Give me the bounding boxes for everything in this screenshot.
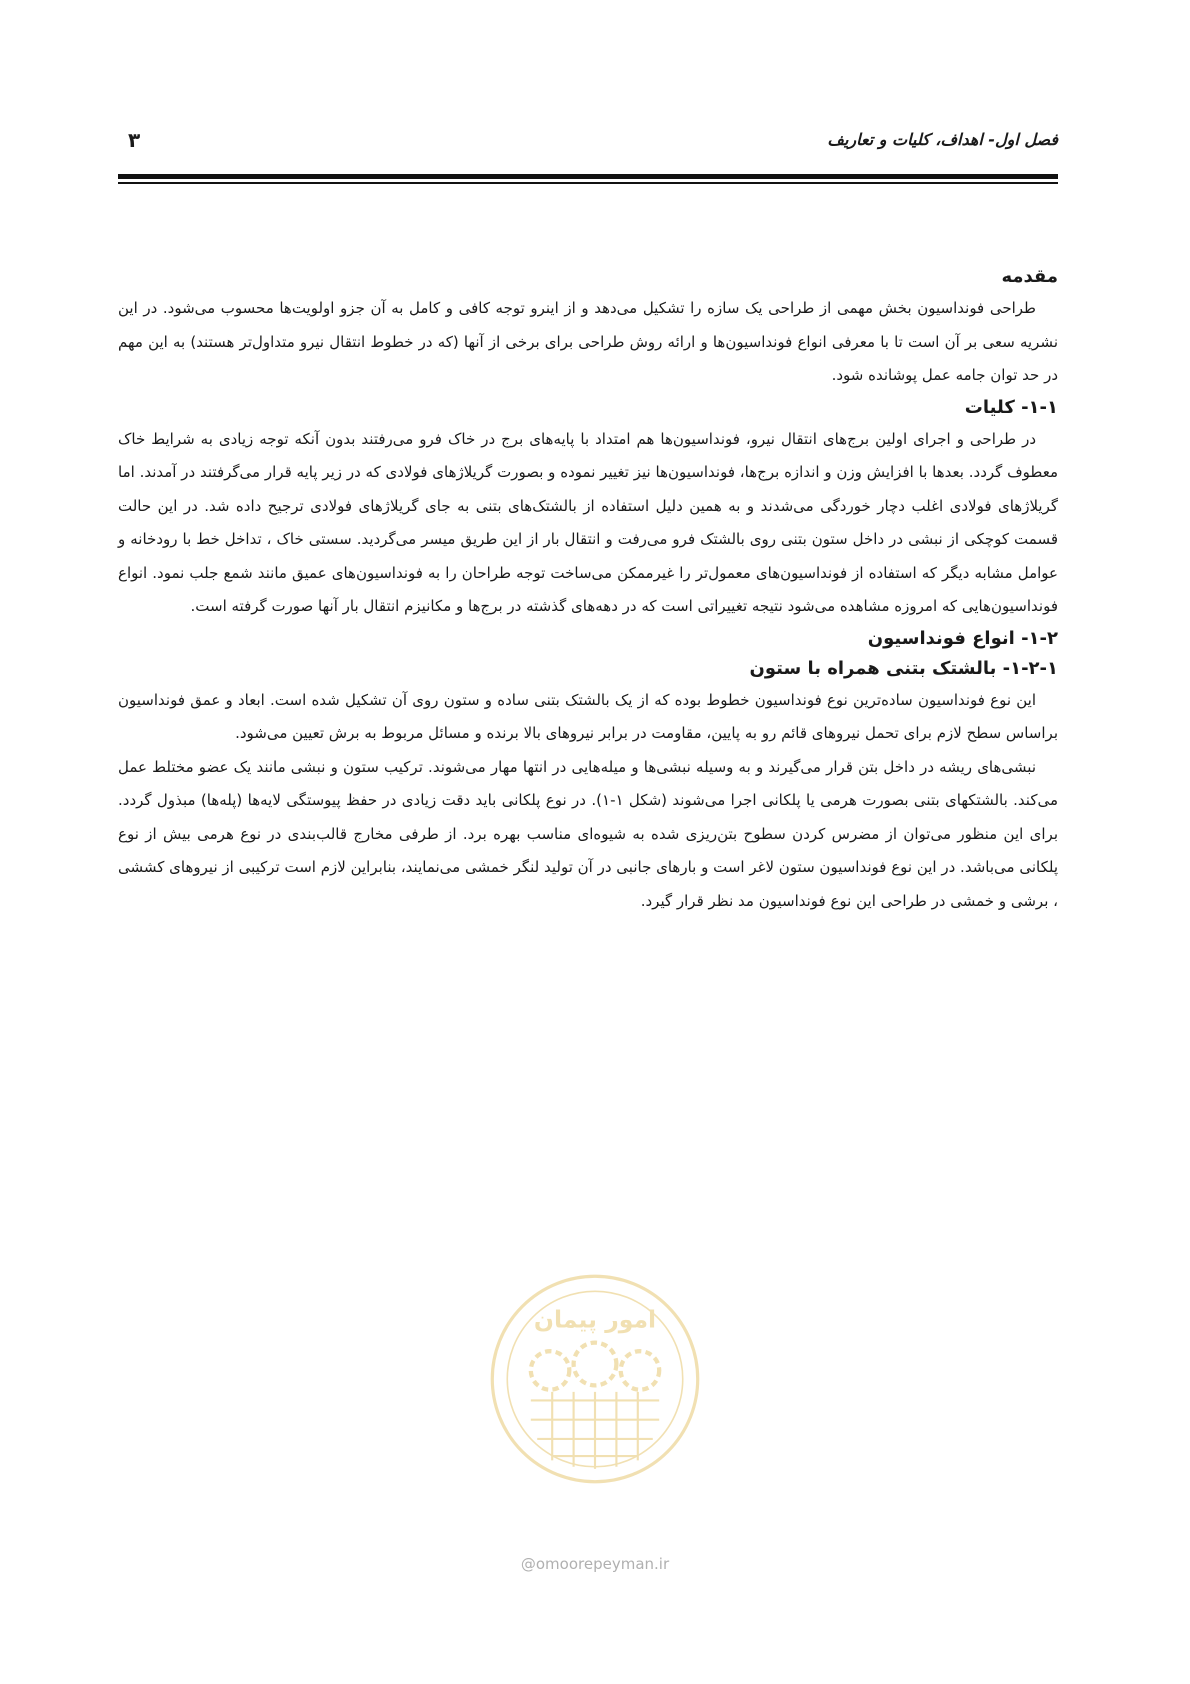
chapter-title: فصل اول- اهداف، کلیات و تعاریف: [827, 130, 1058, 149]
body-content: [118, 262, 1058, 918]
watermark-seal-icon: [488, 1272, 702, 1486]
footer-website: @omoorepeyman.ir: [520, 1555, 670, 1573]
section-1-2-1-heading: ۱-۲-۱- بالشتک بتنی همراه با ستون: [749, 657, 1058, 679]
section-1-2-1-paragraph-2: نبشی‌های ریشه در داخل بتن قرار می‌گیرند و به وسیله نبشی‌ها و میله‌هایی در انتها مهار می‌شوند. ترکیب ستون و نبشی مانند یک عضو مختلط عمل می‌کند. بالشتکهای بتنی بصورت هرمی یا پلکانی اجرا می‌شوند (شکل ۱-۱). در نوع پلکانی باید دقت زیادی در حفظ پیوستگی لایه‌ها (پله‌ها) مبذول گردد. برای این منظور می‌توان از مضرس کردن سطوح بتن‌ریزی شده به شیوه‌ای مناسب بهره برد. از طرفی مخارج قالب‌بندی در نوع هرمی بیش از نوع پلکانی می‌باشد. در این نوع فونداسیون ستون لاغر است و بارهای جانبی در آن تولید لنگر خمشی می‌نمایند، بنابراین لازم است ترکیبی از نیروهای کششی ، برشی و خمشی در طراحی این نوع فونداسیون مد نظر قرار گیرد.: [118, 757, 1059, 910]
section-1-2-1-paragraph-1: این نوع فونداسیون ساده‌ترین نوع فونداسیون خطوط بوده که از یک بالشتک بتنی ساده و ستون روی آن تشکیل شده است. ابعاد و عمق فونداسیون براساس سطح لازم برای تحمل نیروهای قائم رو به پایین، مقاومت در برابر نیروهای بالا برنده و مسائل مربوط به برش تعیین می‌شود.: [118, 690, 1058, 742]
watermark-text: امور پیمان: [533, 1305, 657, 1334]
intro-paragraph: طراحی فونداسیون بخش مهمی از طراحی یک سازه را تشکیل می‌دهد و از اینرو توجه کافی و کامل به آن جزو اولویت‌ها محسوب می‌شود. در این نشریه سعی بر آن است تا با معرفی انواع فونداسیون‌ها و ارائه روش طراحی برای برخی از آنها (که در خطوط انتقال نیرو متداول‌تر هستند) به این مهم در حد توان جامه عمل پوشانده شود.: [118, 299, 1058, 384]
intro-heading: مقدمه: [1001, 266, 1058, 287]
section-1-2-heading: ۱-۲- انواع فونداسیون: [867, 627, 1058, 649]
section-1-1-heading: ۱-۱- کلیات: [964, 396, 1058, 418]
header-rule-thin: [118, 182, 1058, 184]
header-rule-thick: [118, 174, 1058, 179]
page-number: ۳: [128, 128, 141, 152]
page-header: [118, 128, 1058, 158]
section-1-1-paragraph: در طراحی و اجرای اولین برج‌های انتقال نیرو، فونداسیون‌ها هم امتداد با پایه‌های برج در خاک فرو می‌رفتند بدون آنکه توجه زیادی به شرایط خاک معطوف گردد. بعدها با افزایش وزن و اندازه برج‌ها، فونداسیون‌ها نیز تغییر نموده و بصورت گریلاژهای فولادی که در زیر پایه قرار می‌گرفتند در آمدند. اما گریلاژهای فولادی اغلب دچار خوردگی می‌شدند و به همین دلیل استفاده از بالشتک‌های بتنی به جای گریلاژهای فولادی ترجیح داده شد. در این حالت قسمت کوچکی از نبشی در داخل ستون بتنی روی بالشتک فرو می‌رفت و انتقال بار از این طریق میسر می‌گردید. سستی خاک ، تداخل خط با رودخانه و عوامل مشابه دیگر که استفاده از فونداسیون‌های معمول‌تر را غیرممکن می‌ساخت توجه طراحان را به فونداسیون‌های عمیق مانند شمع جلب نمود. انواع فونداسیون‌هایی که امروزه مشاهده می‌شود نتیجه تغییراتی است که در دهه‌های گذشته در برج‌ها و مکانیزم انتقال بار آنها صورت گرفته است.: [118, 429, 1058, 615]
